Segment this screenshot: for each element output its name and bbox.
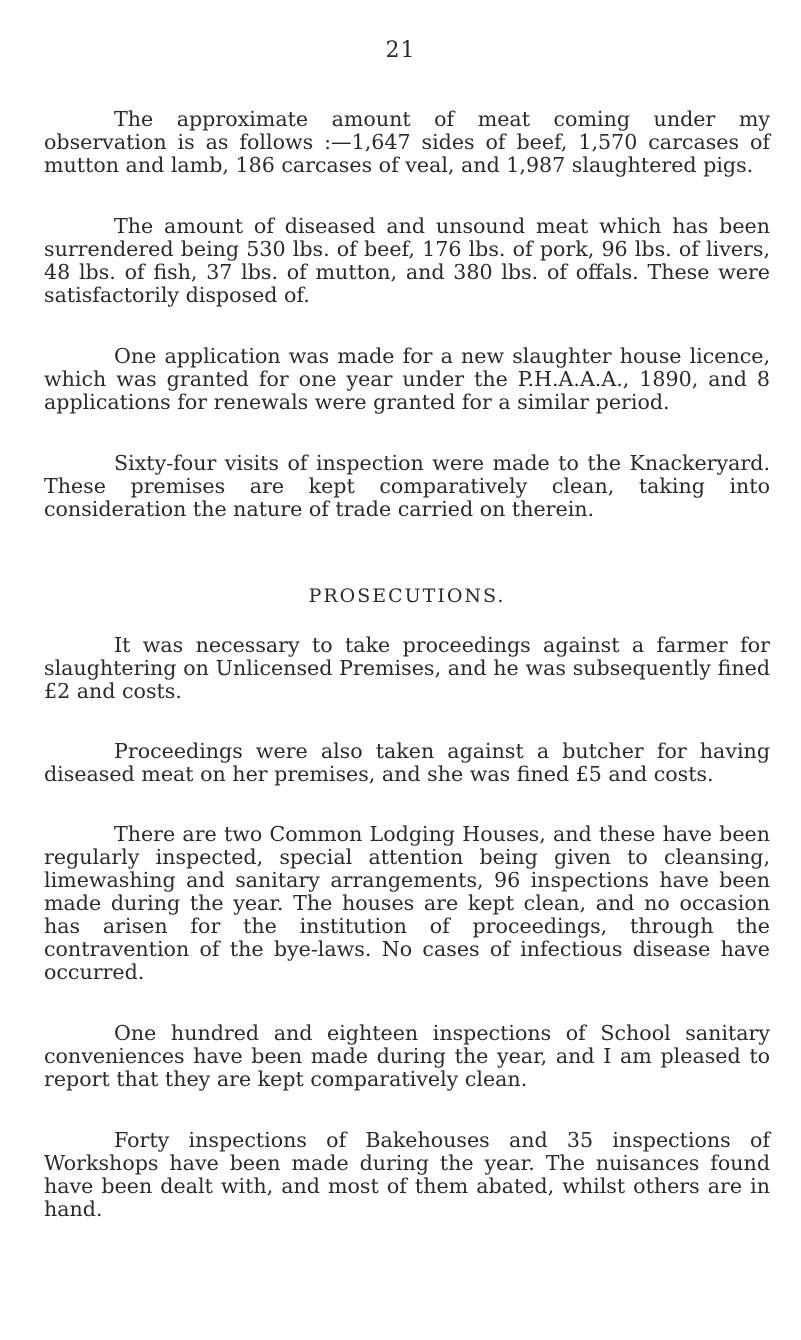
paragraph-farmer-prosecution: It was necessary to take proceedings against a farmer for slaughtering on Unlicensed Premises, and he was subsequently fined £2 and costs. <box>44 633 770 703</box>
page-number: 21 <box>385 38 416 63</box>
paragraph-bakehouses: Forty inspections of Bakehouses and 35 inspections of Workshops have been made during the year. The nuisances found have been dealt with, and most of them abated, whilst others are in hand. <box>44 1128 770 1221</box>
paragraph-school-conveniences: One hundred and eighteen inspections of School sanitary conveniences have been made during the year, and I am pleased to report that they are kept comparatively clean. <box>44 1021 770 1091</box>
paragraph-slaughter-house: One application was made for a new slaughter house licence, which was granted for one year under the P.H.A.A.A., 1890, and 8 applications for renewals were granted for a similar period. <box>44 344 770 414</box>
paragraph-lodging-houses: There are two Common Lodging Houses, and these have been regularly inspected, special attention being given to cleansing, limewashing and sanitary arrangements, 96 inspections have been made during the year. The houses are kept clean, and no occasion has arisen for the institution of proceedings, through the contravention of the bye-laws. No cases of infectious disease have occurred. <box>44 822 770 984</box>
page-body <box>44 108 770 1221</box>
paragraph-meat-amount: The approximate amount of meat coming under my observation is as follows :—1,647 sides of beef, 1,570 carcases of mutton and lamb, 186 carcases of veal, and 1,987 slaughtered pigs. <box>44 107 770 177</box>
paragraph-butcher-prosecution: Proceedings were also taken against a butcher for having diseased meat on her premises, and she was fined £5 and costs. <box>44 739 770 786</box>
paragraph-knackeryard: Sixty-four visits of inspection were made to the Knackeryard. These premises are kept comparatively clean, taking into consideration the nature of trade carried on therein. <box>44 451 770 521</box>
paragraph-diseased-meat: The amount of diseased and unsound meat which has been surrendered being 530 lbs. of beef, 176 lbs. of pork, 96 lbs. of livers, 48 lbs. of fish, 37 lbs. of mutton, and 380 lbs. of offals. These were satisfactorily disposed of. <box>44 214 770 307</box>
section-heading-prosecutions: PROSECUTIONS. <box>308 585 506 607</box>
